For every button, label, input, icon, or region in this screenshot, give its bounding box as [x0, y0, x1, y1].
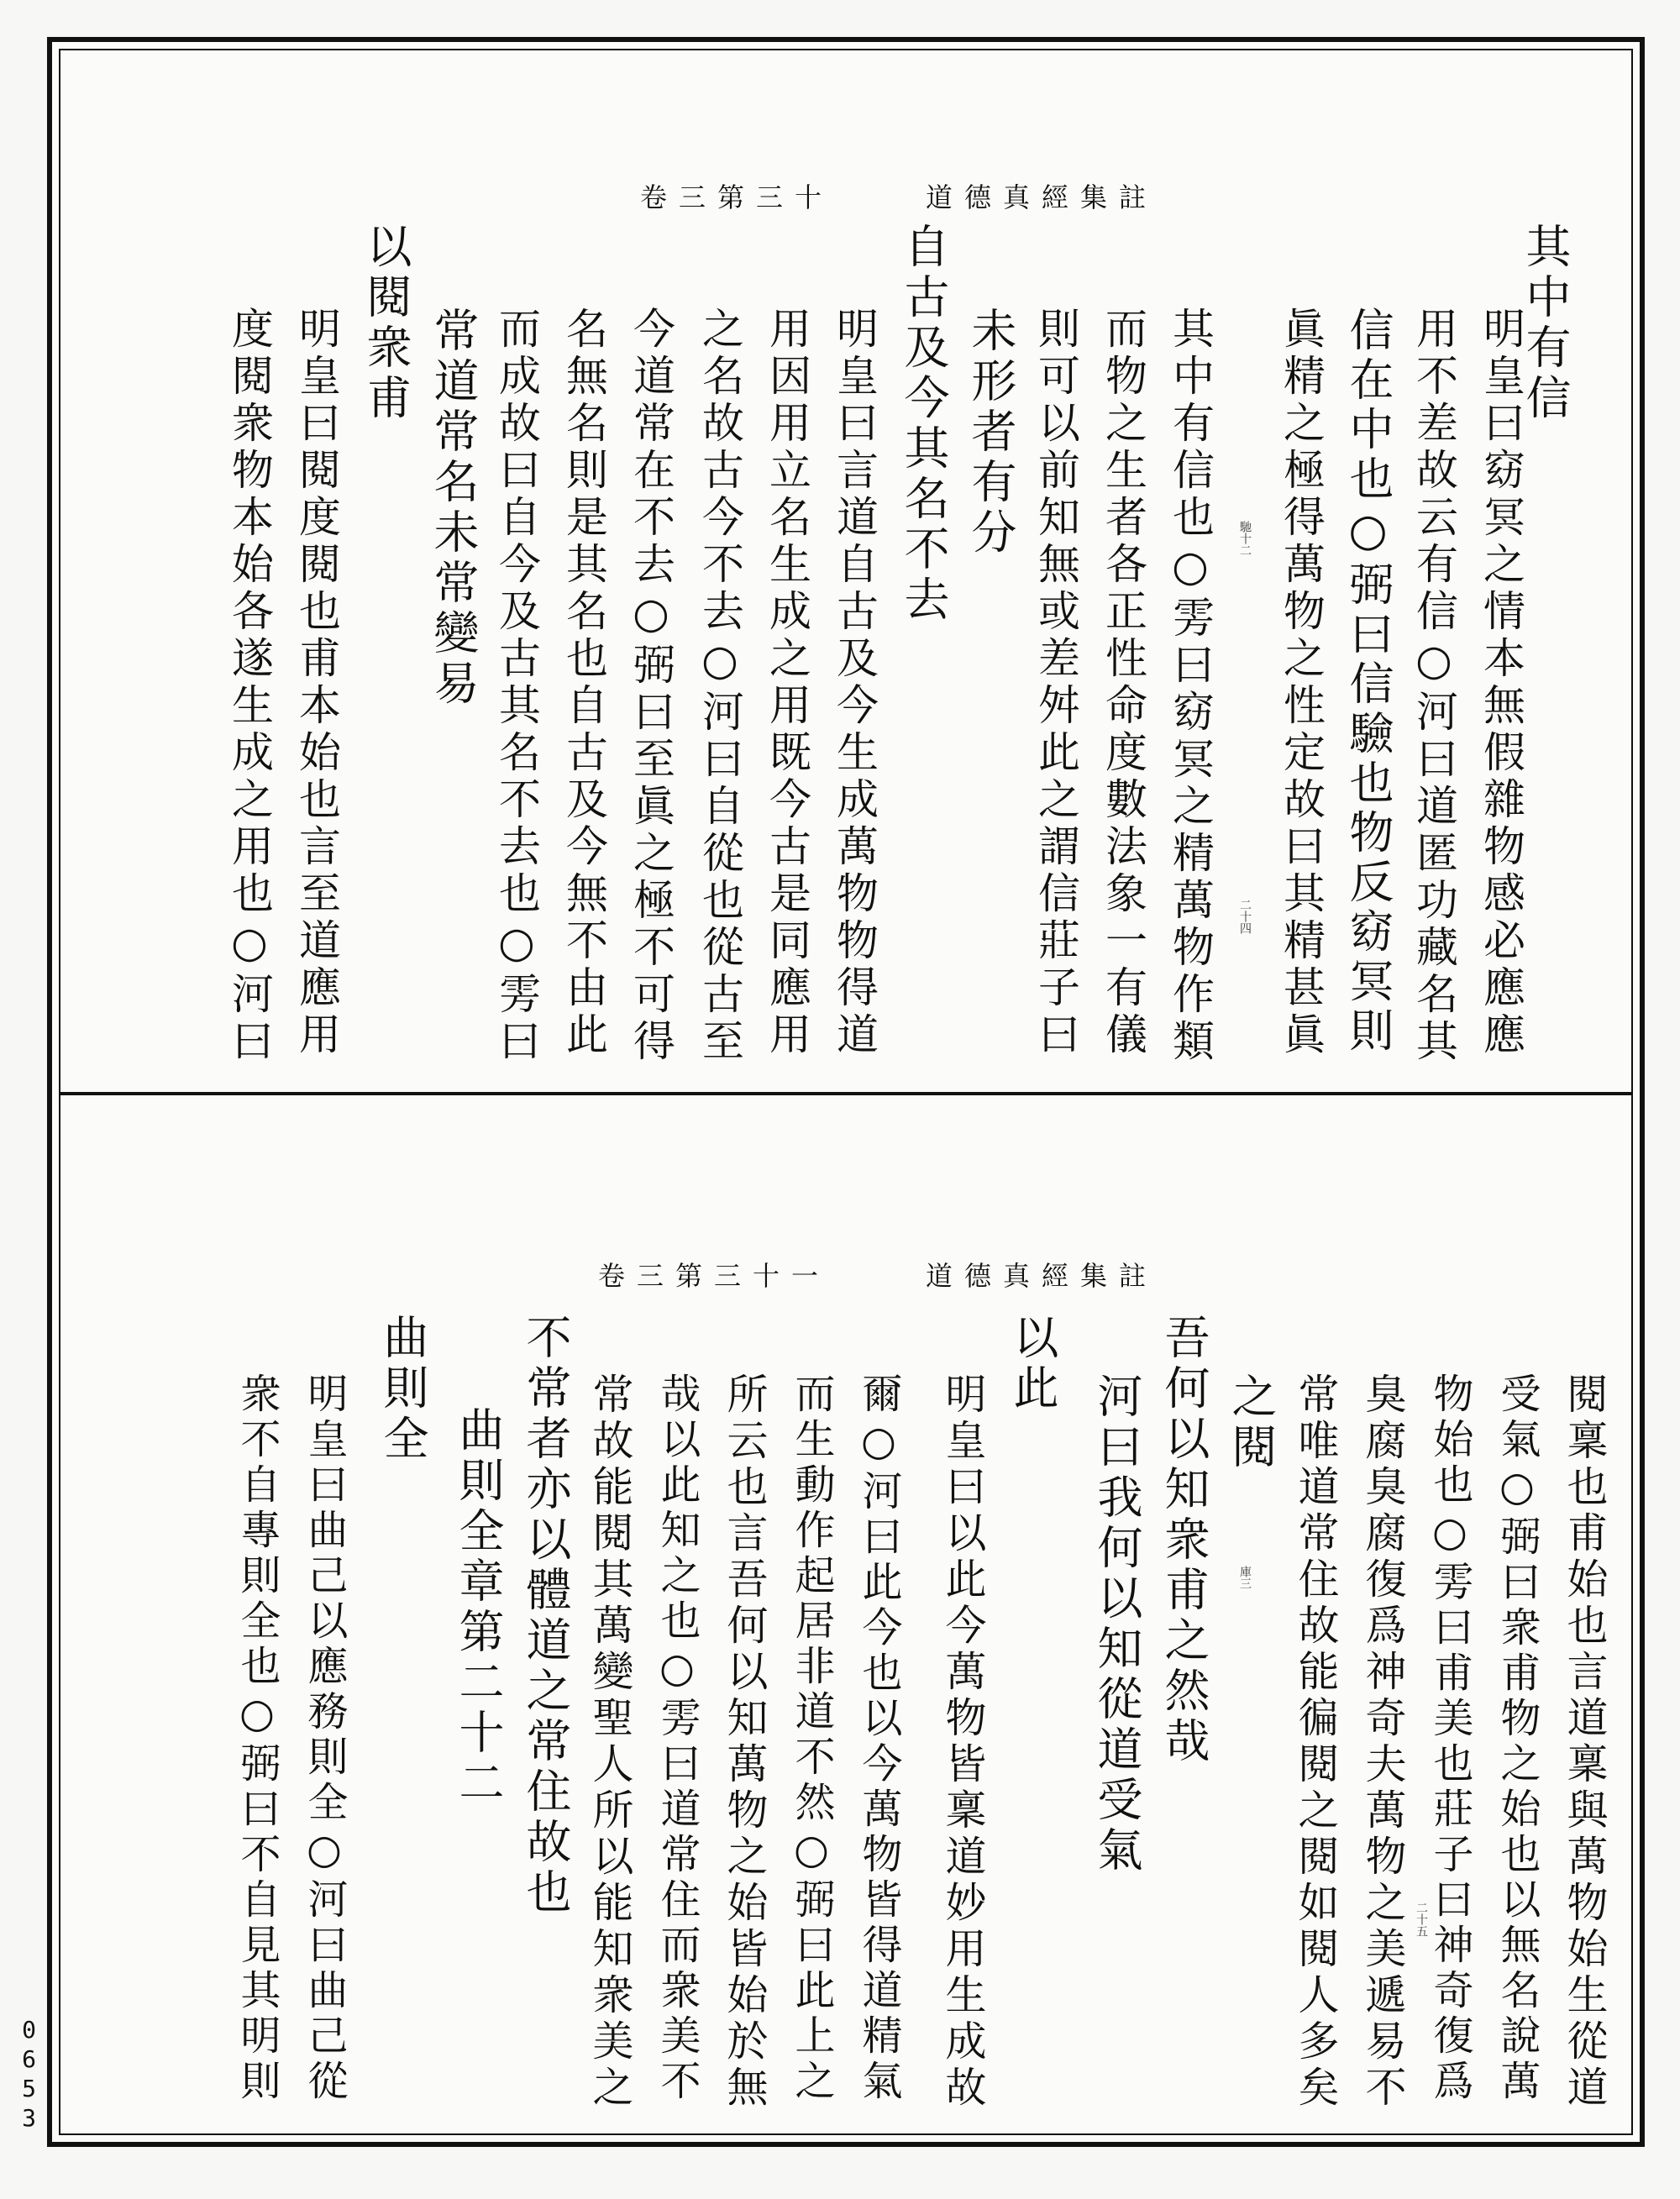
top-col-6: 其中有信也○雱曰窈冥之精萬物作類	[1166, 307, 1215, 1066]
top-header-title: 道德真經集註	[926, 181, 1158, 213]
page-number: 0653	[15, 2016, 43, 2133]
top-col-1: 其中有信	[1519, 223, 1572, 424]
top-col-10: 自古及今其名不去	[897, 223, 950, 626]
bottom-col-2: 受氣○弼曰衆甫物之始也以無名說萬	[1494, 1372, 1541, 2105]
bottom-col-15: 常故能閱其萬變聖人所以能知衆美之	[586, 1372, 634, 2112]
page-frame	[47, 37, 1645, 2147]
bottom-col-8: 河曰我何以知從道受氣	[1090, 1372, 1143, 1876]
bottom-header-volume: 卷三第三十一	[598, 1260, 831, 1292]
top-col-15: 名無名則是其名也自古及今無不由此	[559, 307, 608, 1059]
top-col-12: 用因用立名生成之用既今古是同應用	[763, 307, 811, 1059]
top-page	[60, 50, 1631, 1092]
top-col-5: 眞精之極得萬物之性定故曰其精甚眞	[1277, 307, 1326, 1059]
bottom-col-3: 物始也○雱曰甫美也莊子曰神奇復爲	[1426, 1372, 1473, 2105]
bottom-col-6: 之閱	[1225, 1372, 1278, 1473]
bottom-page-header	[60, 1255, 1631, 1305]
top-col-11: 明皇曰言道自古及今生成萬物物得道	[830, 307, 879, 1059]
top-col-2: 明皇曰窈冥之情本無假雜物感必應應	[1477, 307, 1525, 1059]
bottom-col-16: 不常者亦以體道之常住故也	[519, 1314, 572, 1918]
top-col-19: 明皇曰閱度閱也甫本始也言至道應用	[292, 307, 341, 1059]
bottom-col-13: 所云也言吾何以知萬物之始皆始於無	[721, 1372, 769, 2112]
bottom-col-14: 哉以此知之也○雱曰道常住而衆美不	[654, 1372, 701, 2105]
top-margin-tag-1: 馳十二	[1238, 521, 1252, 556]
top-col-4: 信在中也○弼曰信驗也物反窈冥則	[1342, 307, 1394, 1057]
bottom-page	[60, 1095, 1631, 2137]
top-col-8: 則可以前知無或差舛此之謂信莊子曰	[1032, 307, 1080, 1059]
top-page-header	[60, 176, 1631, 227]
bottom-col-19: 明皇曰曲己以應務則全○河曰曲己從	[301, 1372, 348, 2105]
bottom-col-4: 臭腐臭腐復爲神奇夫萬物之美遞易不	[1359, 1372, 1407, 2112]
bottom-margin-tag-2: 庫三	[1238, 1566, 1252, 1589]
bottom-col-17: 曲則全章第二十二	[452, 1406, 505, 1809]
bottom-col-9: 以此	[1006, 1314, 1059, 1414]
top-col-18: 以閱衆甫	[360, 223, 412, 424]
bottom-col-12: 而生動作起居非道不然○弼曰此上之	[788, 1372, 835, 2105]
bottom-col-11: 爾○河曰此今也以今萬物皆得道精氣	[855, 1372, 902, 2105]
bottom-col-1: 閱稟也甫始也言道稟與萬物始生從道	[1561, 1372, 1609, 2112]
top-col-14: 今道常在不去○弼曰至眞之極不可得	[627, 307, 675, 1066]
top-col-3: 用不差故云有信○河曰道匿功藏名其	[1410, 307, 1458, 1066]
top-col-13: 之名故古今不去○河曰自從也從古至	[696, 307, 744, 1066]
top-header-volume: 卷三第三十	[640, 181, 834, 213]
bottom-margin-tag-1: 二十五	[1415, 1902, 1428, 1937]
top-col-9: 未形者有分	[964, 307, 1017, 559]
top-col-17: 常道常名未常變易	[427, 307, 480, 710]
bottom-col-7: 吾何以知衆甫之然哉	[1158, 1314, 1210, 1767]
top-col-16: 而成故曰自今及古其名不去也○雱曰	[492, 307, 541, 1066]
top-col-20: 度閱衆物本始各遂生成之用也○河曰	[225, 307, 274, 1066]
bottom-col-18: 曲則全	[376, 1314, 429, 1465]
bottom-col-20: 衆不自專則全也○弼曰不自見其明則	[234, 1372, 281, 2105]
top-margin-tag-2: 二十四	[1238, 899, 1252, 934]
top-col-7: 而物之生者各正性命度數法象一有儀	[1099, 307, 1147, 1059]
bottom-header-title: 道德真經集註	[926, 1260, 1158, 1292]
inner-border	[59, 49, 1633, 2135]
bottom-col-5: 常唯道常住故能徧閱之閱如閱人多矣	[1292, 1372, 1340, 2112]
bottom-col-10: 明皇曰以此今萬物皆稟道妙用生成故	[939, 1372, 987, 2112]
